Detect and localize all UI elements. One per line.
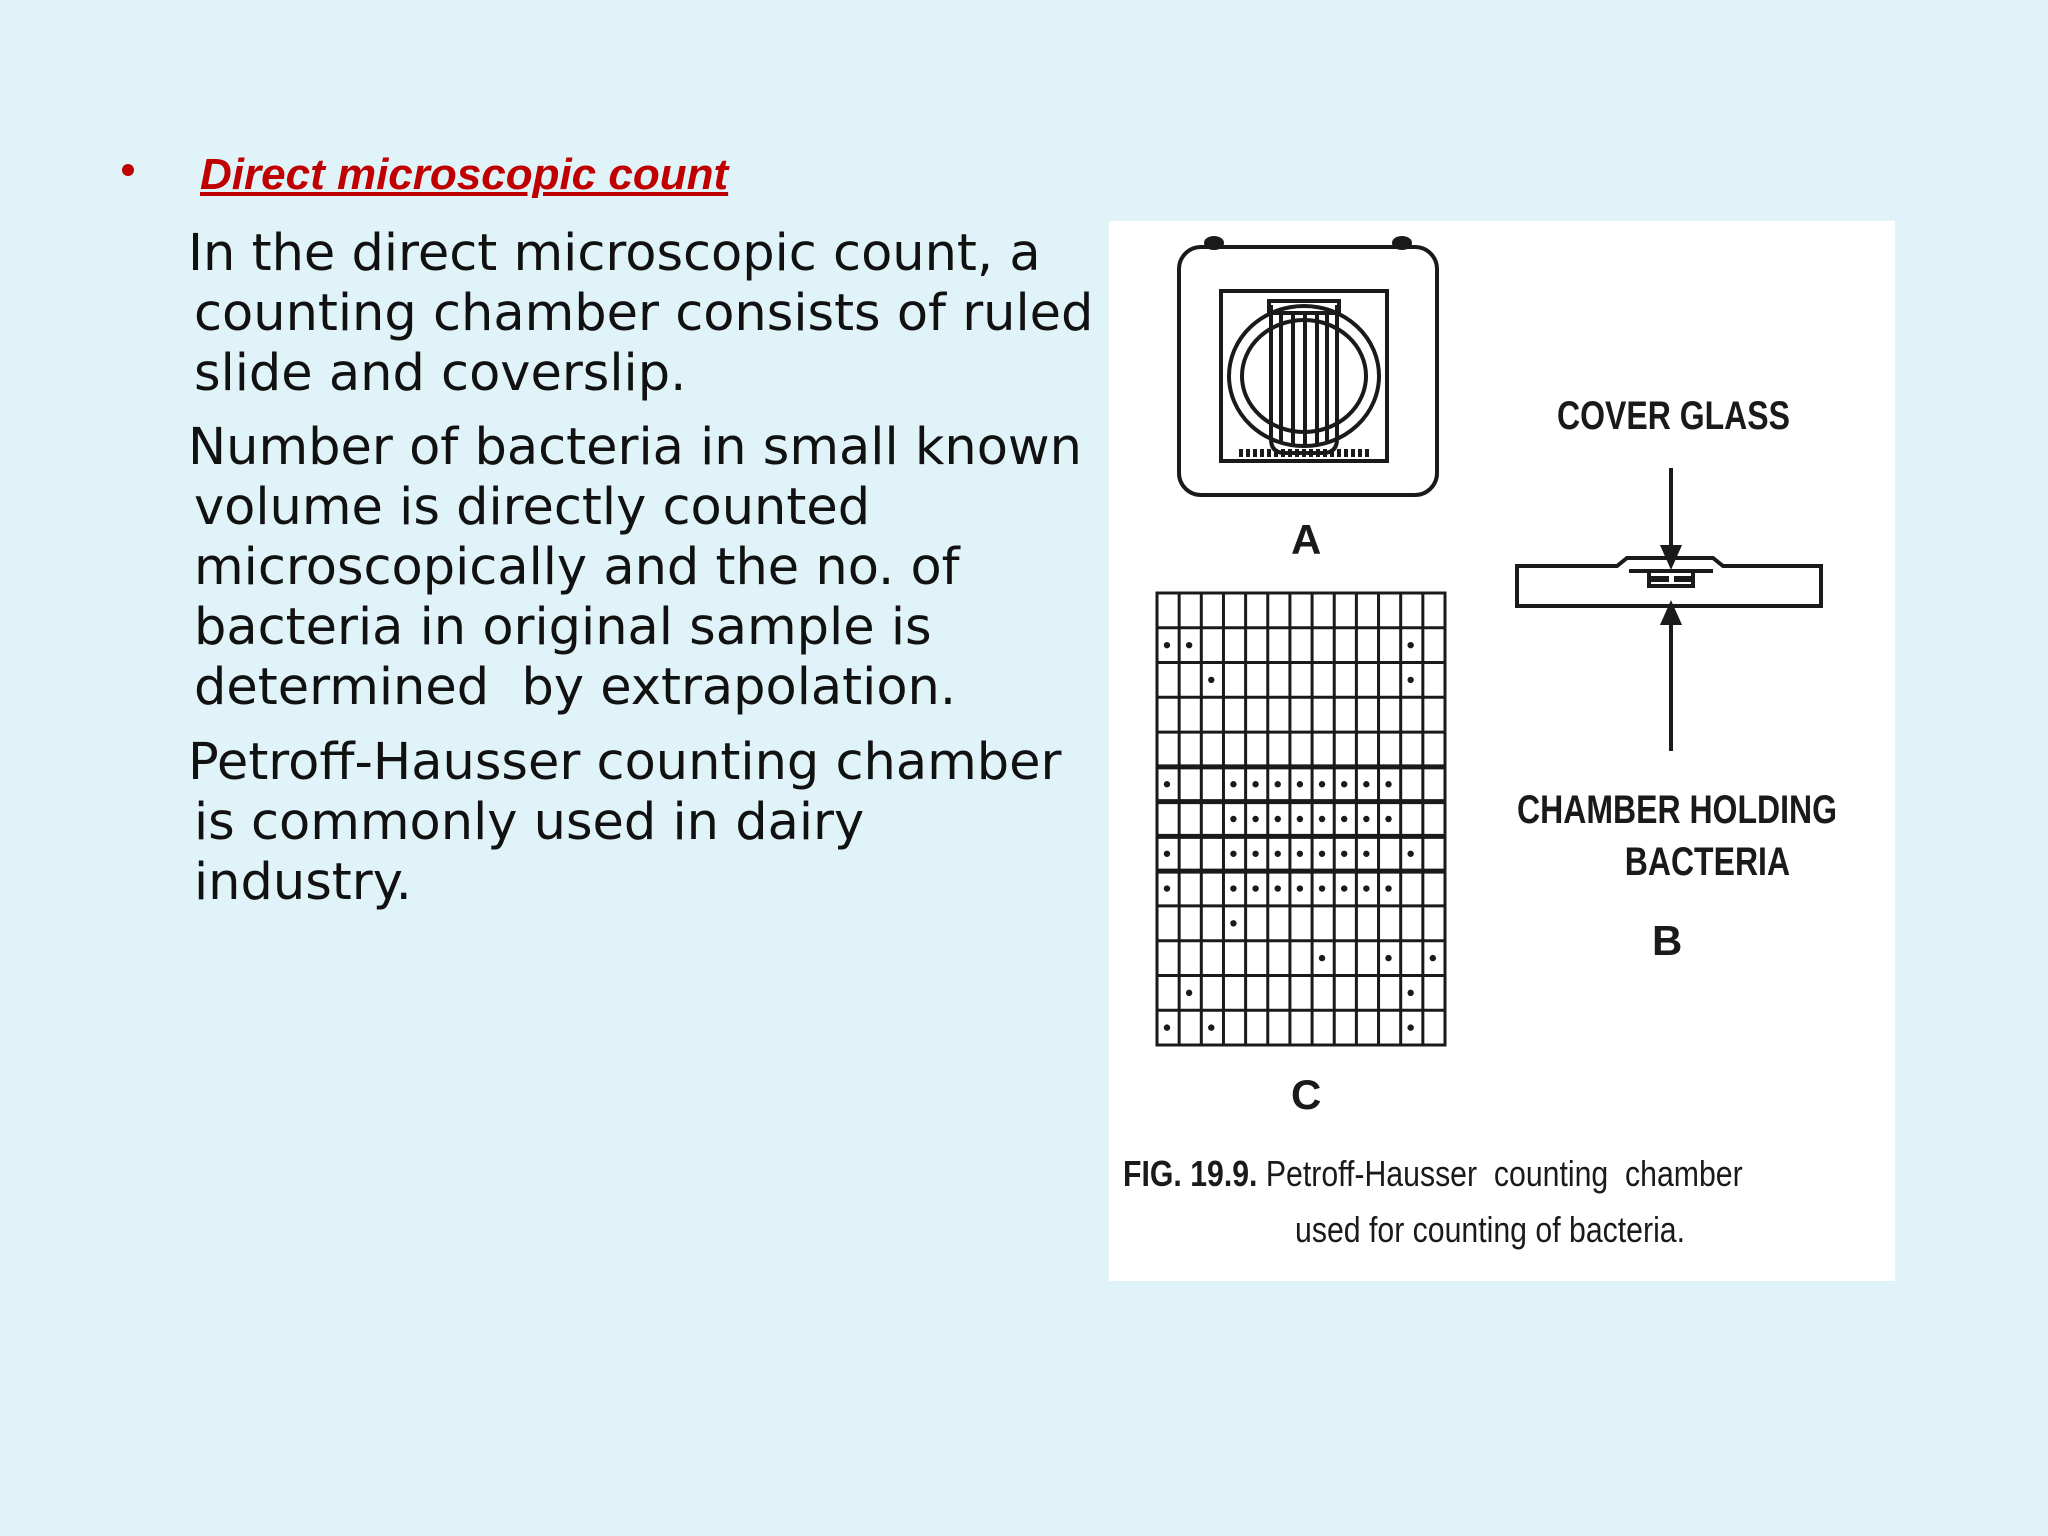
caption-line-2: used for counting of bacteria. bbox=[1295, 1209, 1686, 1250]
bacteria-dot bbox=[1230, 781, 1236, 787]
bacteria-dot bbox=[1297, 781, 1303, 787]
petroff-hausser-figure bbox=[1109, 221, 1895, 1281]
cover-glass-label: COVER GLASS bbox=[1557, 394, 1790, 438]
bacteria-dot bbox=[1275, 885, 1281, 891]
paragraph-line: In the direct microscopic count, a bbox=[188, 224, 1041, 283]
bacteria-dot bbox=[1230, 816, 1236, 822]
paragraph-line: Number of bacteria in small known bbox=[188, 418, 1082, 477]
bacteria-dot bbox=[1186, 990, 1192, 996]
bacteria-dot bbox=[1275, 816, 1281, 822]
bacteria-dot bbox=[1407, 677, 1413, 683]
bacteria-dot bbox=[1164, 851, 1170, 857]
paragraph-line: is commonly used in dairy bbox=[194, 793, 865, 852]
bacteria-dot bbox=[1385, 816, 1391, 822]
bacteria-dot bbox=[1164, 642, 1170, 648]
bacteria-dot bbox=[1407, 642, 1413, 648]
bacteria-dot bbox=[1341, 816, 1347, 822]
bacteria-dot bbox=[1319, 816, 1325, 822]
bacteria-dot bbox=[1275, 781, 1281, 787]
paragraph-line: microscopically and the no. of bbox=[194, 538, 960, 597]
panel-letter-b: B bbox=[1652, 917, 1683, 964]
paragraph-line: volume is directly counted bbox=[194, 478, 871, 537]
bacteria-dot bbox=[1297, 816, 1303, 822]
bacteria-dot bbox=[1341, 851, 1347, 857]
bacteria-dot bbox=[1252, 885, 1258, 891]
paragraph-extrapolation bbox=[188, 418, 1082, 718]
bacteria-dot bbox=[1407, 851, 1413, 857]
bacteria-dot bbox=[1319, 955, 1325, 961]
chamber-label-line: BACTERIA bbox=[1624, 840, 1791, 884]
slide-heading: Direct microscopic count bbox=[200, 150, 729, 199]
bacteria-dot bbox=[1385, 885, 1391, 891]
bacteria-dot bbox=[1208, 677, 1214, 683]
bacteria-dot bbox=[1319, 885, 1325, 891]
bacteria-dot bbox=[1252, 816, 1258, 822]
bacteria-dot bbox=[1407, 1024, 1413, 1030]
counting-grid-drawing bbox=[1157, 593, 1445, 1045]
bacteria-dot bbox=[1363, 816, 1369, 822]
figure-drawing bbox=[1109, 221, 1895, 1281]
figure-caption bbox=[1123, 1146, 1883, 1258]
paragraph-counting-chamber bbox=[188, 224, 1094, 404]
slide-top-view-drawing bbox=[1179, 238, 1437, 495]
bullet-icon bbox=[122, 164, 134, 176]
paragraph-line: counting chamber consists of ruled bbox=[194, 284, 1094, 343]
bacteria-dot bbox=[1407, 990, 1413, 996]
panel-letter-c: C bbox=[1291, 1071, 1322, 1118]
bacteria-dot bbox=[1297, 851, 1303, 857]
chamber-holding-bacteria-label bbox=[1517, 784, 1837, 888]
bacteria-dot bbox=[1252, 851, 1258, 857]
bacteria-dot bbox=[1230, 851, 1236, 857]
chamber-label-line: CHAMBER HOLDING bbox=[1517, 788, 1837, 832]
bacteria-dot bbox=[1385, 955, 1391, 961]
bacteria-dot bbox=[1363, 885, 1369, 891]
bacteria-dot bbox=[1363, 781, 1369, 787]
paragraph-petroff-hausser bbox=[188, 733, 1062, 913]
bacteria-dot bbox=[1164, 885, 1170, 891]
paragraph-line: Petroff-Hausser counting chamber bbox=[188, 733, 1062, 792]
bacteria-dot bbox=[1164, 1024, 1170, 1030]
caption-figure-number: FIG. 19.9. bbox=[1123, 1153, 1258, 1194]
bacteria-dot bbox=[1319, 781, 1325, 787]
bacteria-dot bbox=[1430, 955, 1436, 961]
bacteria-dot bbox=[1341, 885, 1347, 891]
paragraph-line: industry. bbox=[194, 853, 412, 912]
bacteria-dot bbox=[1230, 885, 1236, 891]
bacteria-dot bbox=[1363, 851, 1369, 857]
bacteria-dot bbox=[1385, 781, 1391, 787]
bacteria-dot bbox=[1297, 885, 1303, 891]
bacteria-dot bbox=[1319, 851, 1325, 857]
bacteria-dot bbox=[1186, 642, 1192, 648]
panel-letter-a: A bbox=[1291, 516, 1322, 563]
bacteria-dot bbox=[1275, 851, 1281, 857]
chamber-side-view-drawing bbox=[1517, 468, 1821, 751]
bacteria-dot bbox=[1164, 781, 1170, 787]
caption-line-1-text: Petroff-Hausser counting chamber bbox=[1257, 1153, 1743, 1194]
bacteria-dot bbox=[1208, 1024, 1214, 1030]
caption-line-1 bbox=[1123, 1146, 1761, 1202]
bacteria-dot bbox=[1252, 781, 1258, 787]
paragraph-line: bacteria in original sample is bbox=[194, 598, 932, 657]
bacteria-dot bbox=[1341, 781, 1347, 787]
paragraph-line: slide and coverslip. bbox=[194, 344, 687, 403]
bacteria-dot bbox=[1230, 920, 1236, 926]
paragraph-line: determined by extrapolation. bbox=[194, 658, 957, 717]
